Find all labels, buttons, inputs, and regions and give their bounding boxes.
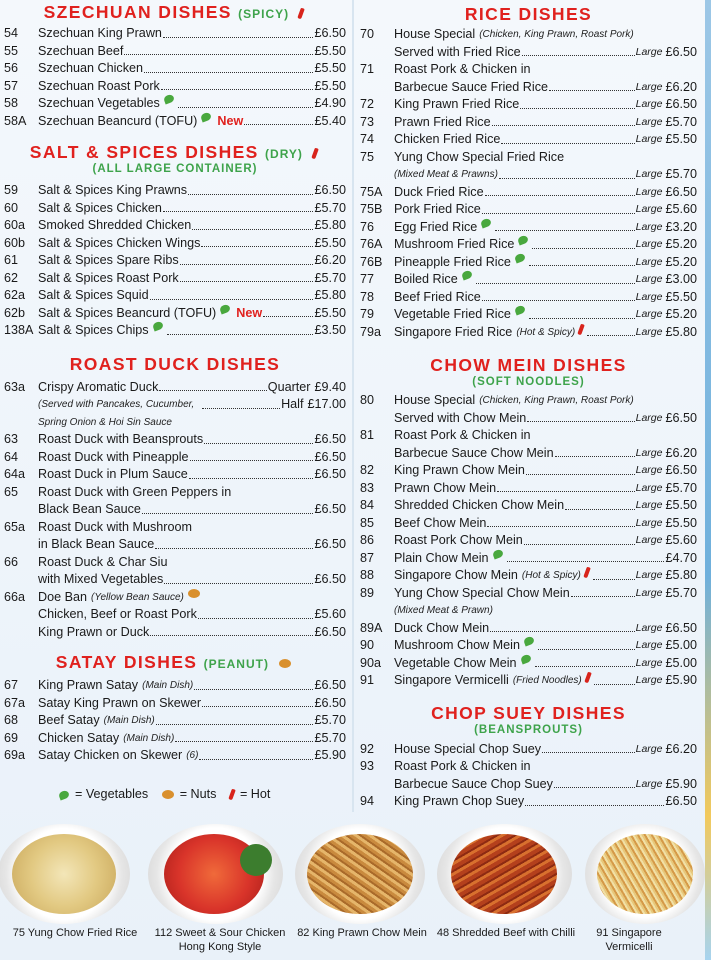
menu-item: 60 Salt & Spices Chicken £5.70 bbox=[4, 200, 346, 215]
menu-item: 76 Egg Fried Rice Large £3.20 bbox=[356, 219, 701, 237]
vegetable-icon bbox=[58, 789, 70, 800]
menu-item: 71 Roast Pork & Chicken in bbox=[360, 62, 531, 76]
menu-item: 89A Duck Chow Mein Large £6.50 bbox=[360, 620, 697, 635]
menu-item: 79a Singapore Fried Rice (Hot & Spicy) Large £5.80 bbox=[360, 324, 697, 339]
nut-icon bbox=[279, 659, 291, 668]
chili-icon bbox=[311, 148, 319, 160]
menu-item-cont: Barbecue Sauce Chop Suey Large £5.90 bbox=[394, 776, 697, 791]
chop-suey-title: CHOP SUEY DISHES bbox=[431, 702, 626, 723]
chow-mein-title: CHOW MEIN DISHES bbox=[430, 355, 627, 375]
menu-item-note: (Mixed Meat & Prawn) bbox=[394, 605, 493, 616]
menu-item: 75A Duck Fried Rice Large £6.50 bbox=[360, 184, 697, 199]
legend-vegetables: = Vegetables bbox=[75, 787, 149, 801]
dish-photo-singapore-vermicelli bbox=[585, 824, 705, 924]
menu-item: 60b Salt & Spices Chicken Wings £5.50 bbox=[4, 235, 346, 250]
menu-item: 93 Roast Pork & Chicken in bbox=[360, 759, 531, 773]
menu-item: 72 King Prawn Fried Rice Large £6.50 bbox=[360, 97, 697, 111]
vegetable-icon bbox=[219, 303, 231, 314]
menu-item: 66a Doe Ban (Yellow Bean Sauce) bbox=[0, 589, 350, 607]
photo-caption: 91 Singapore Vermicelli bbox=[596, 927, 662, 953]
nut-icon bbox=[162, 790, 174, 799]
vegetable-icon bbox=[461, 270, 473, 281]
menu-item: 138A Salt & Spices Chips £3.50 bbox=[0, 322, 350, 340]
dish-photo-chow-mein bbox=[295, 824, 425, 924]
menu-item-cont: (Mixed Meat & Prawns) Large £5.70 bbox=[394, 167, 697, 181]
menu-item: 65a Roast Duck with Mushroom bbox=[4, 519, 192, 534]
menu-item: 94 King Prawn Chop Suey £6.50 bbox=[360, 794, 697, 808]
right-column bbox=[356, 0, 701, 811]
menu-item: 84 Shredded Chicken Chow Mein Large £5.50 bbox=[360, 498, 697, 512]
chili-icon bbox=[228, 789, 236, 801]
menu-item: 59 Salt & Spices King Prawns £6.50 bbox=[4, 183, 346, 197]
vegetable-icon bbox=[480, 217, 492, 228]
menu-item: 63a Crispy Aromatic Duck Quarter £9.40 bbox=[4, 379, 346, 394]
new-badge: New bbox=[236, 305, 263, 320]
photo-caption: 75 Yung Chow Fried Rice bbox=[12, 927, 138, 939]
menu-item-cont: Chicken, Beef or Roast Pork £5.60 bbox=[38, 607, 346, 621]
menu-item-note: Spring Onion & Hoi Sin Sauce bbox=[38, 416, 172, 428]
menu-item: 88 Singapore Chow Mein (Hot & Spicy) Large £5.80 bbox=[360, 568, 697, 582]
legend-hot: = Hot bbox=[239, 787, 271, 801]
vegetable-icon bbox=[200, 111, 212, 122]
menu-item: 57 Szechuan Roast Pork £5.50 bbox=[4, 78, 346, 93]
menu-item-cont: with Mixed Vegetables £6.50 bbox=[38, 572, 346, 586]
menu-item: 89 Yung Chow Special Chow Mein Large £5.70 bbox=[360, 585, 697, 600]
menu-item: 62b Salt & Spices Beancurd (TOFU) New £5.50 bbox=[0, 305, 350, 323]
menu-item: 90a Vegetable Chow Mein Large £5.00 bbox=[356, 655, 701, 673]
salt-spices-subtitle: (ALL LARGE CONTAINER) bbox=[92, 163, 258, 175]
chili-icon bbox=[298, 8, 306, 20]
menu-item: 74 Chicken Fried Rice Large £5.50 bbox=[360, 132, 697, 146]
satay-list bbox=[0, 677, 350, 765]
menu-item: 90 Mushroom Chow Mein Large £5.00 bbox=[356, 637, 701, 655]
menu-item: 82 King Prawn Chow Mein Large £6.50 bbox=[360, 463, 697, 477]
menu-item: 79 Vegetable Fried Rice Large £5.20 bbox=[356, 306, 701, 324]
menu-item: 69a Satay Chicken on Skewer (6) £5.90 bbox=[4, 748, 346, 762]
menu-item: 92 House Special Chop Suey Large £6.20 bbox=[360, 741, 697, 756]
column-divider bbox=[352, 0, 354, 812]
satay-tag: (PEANUT) bbox=[203, 657, 269, 671]
menu-item: 75B Pork Fried Rice Large £5.60 bbox=[360, 202, 697, 216]
photo-caption: 112 Sweet & Sour Chicken Hong Kong Style bbox=[154, 927, 286, 953]
rice-list bbox=[356, 26, 701, 341]
menu-item: 87 Plain Chow Mein £4.70 bbox=[356, 550, 701, 568]
menu-item: 67 King Prawn Satay (Main Dish) £6.50 bbox=[4, 678, 346, 692]
menu-item: 70 House Special (Chicken, King Prawn, Roast Pork) bbox=[360, 27, 634, 41]
chili-icon bbox=[577, 323, 585, 335]
menu-item: 69 Chicken Satay (Main Dish) £5.70 bbox=[4, 730, 346, 745]
chow-mein-list bbox=[356, 392, 701, 690]
menu-item-cont: in Black Bean Sauce £6.50 bbox=[38, 537, 346, 551]
roast-duck-title: ROAST DUCK DISHES bbox=[69, 353, 281, 374]
decorative-edge bbox=[705, 0, 711, 960]
menu-item: 54 Szechuan King Prawn £6.50 bbox=[4, 26, 346, 40]
szechuan-list bbox=[0, 25, 350, 130]
chili-icon bbox=[583, 567, 591, 579]
szechuan-tag: (SPICY) bbox=[238, 7, 290, 21]
menu-item: 78 Beef Fried Rice Large £5.50 bbox=[360, 289, 697, 304]
menu-item: 55 Szechuan Beef £5.50 bbox=[4, 43, 346, 58]
menu-item: 64a Roast Duck in Plum Sauce £6.50 bbox=[4, 467, 346, 481]
menu-item-note: (Served with Pancakes, Cucumber, Half £17.00 bbox=[38, 397, 346, 411]
salt-spices-title: SALT & SPICES DISHES (DRY) bbox=[0, 142, 350, 162]
chili-icon bbox=[584, 672, 592, 684]
vegetable-icon bbox=[514, 252, 526, 263]
rice-title: RICE DISHES bbox=[464, 4, 593, 24]
photo-caption: 82 King Prawn Chow Mein bbox=[297, 927, 427, 939]
menu-item-cont: King Prawn or Duck £6.50 bbox=[38, 624, 346, 639]
roast-duck-list bbox=[0, 379, 350, 642]
menu-item: 86 Roast Pork Chow Mein Large £5.60 bbox=[360, 533, 697, 547]
menu-item-cont: Black Bean Sauce £6.50 bbox=[38, 502, 346, 516]
menu-item: 58A Szechuan Beancurd (TOFU) New £5.40 bbox=[0, 113, 350, 131]
chop-suey-subtitle: (BEANSPROUTS) bbox=[474, 723, 583, 736]
vegetable-icon bbox=[514, 305, 526, 316]
menu-item: 66 Roast Duck & Char Siu bbox=[4, 554, 168, 569]
vegetable-icon bbox=[491, 548, 503, 559]
menu-item: 68 Beef Satay (Main Dish) £5.70 bbox=[4, 713, 346, 727]
left-column bbox=[0, 0, 350, 765]
photo-caption: 48 Shredded Beef with Chilli bbox=[436, 927, 576, 939]
menu-item: 62 Salt & Spices Roast Pork £5.70 bbox=[4, 270, 346, 285]
chop-suey-list bbox=[356, 741, 701, 811]
vegetable-icon bbox=[152, 321, 164, 332]
new-badge: New bbox=[217, 113, 244, 128]
menu-item: 75 Yung Chow Special Fried Rice bbox=[360, 149, 565, 164]
menu-item: 85 Beef Chow Mein Large £5.50 bbox=[360, 515, 697, 530]
legend-nuts: = Nuts bbox=[179, 787, 217, 801]
vegetable-icon bbox=[523, 636, 535, 647]
vegetable-icon bbox=[517, 235, 529, 246]
menu-item: 80 House Special (Chicken, King Prawn, Roast Pork) bbox=[360, 393, 634, 407]
menu-item: 83 Prawn Chow Mein Large £5.70 bbox=[360, 480, 697, 495]
menu-item-cont: Served with Fried Rice Large £6.50 bbox=[394, 44, 697, 59]
nut-icon bbox=[188, 589, 200, 598]
chow-mein-subtitle: (SOFT NOODLES) bbox=[472, 376, 585, 388]
menu-item: 91 Singapore Vermicelli (Fried Noodles) Large £5.90 bbox=[360, 673, 697, 687]
vegetable-icon bbox=[519, 653, 531, 664]
menu-item: 61 Salt & Spices Spare Ribs £6.20 bbox=[4, 253, 346, 267]
menu-item-cont: Served with Chow Mein Large £6.50 bbox=[394, 410, 697, 425]
menu-item: 77 Boiled Rice Large £3.00 bbox=[356, 271, 701, 289]
menu-item: 60a Smoked Shredded Chicken £5.80 bbox=[4, 218, 346, 232]
legend bbox=[55, 787, 276, 801]
menu-item: 56 Szechuan Chicken £5.50 bbox=[4, 61, 346, 75]
szechuan-title: SZECHUAN DISHES (SPICY) bbox=[0, 2, 350, 22]
menu-item: 65 Roast Duck with Green Peppers in bbox=[4, 484, 232, 499]
menu-item: 63 Roast Duck with Beansprouts £6.50 bbox=[4, 432, 346, 446]
menu-item: 67a Satay King Prawn on Skewer £6.50 bbox=[4, 695, 346, 710]
menu-item: 76B Pineapple Fried Rice Large £5.20 bbox=[356, 254, 701, 272]
photo-strip bbox=[0, 818, 711, 960]
menu-item: 58 Szechuan Vegetables £4.90 bbox=[0, 95, 350, 113]
dish-photo-shredded-beef bbox=[437, 824, 572, 924]
satay-title: SATAY DISHES (PEANUT) bbox=[0, 652, 350, 672]
salt-spices-list bbox=[0, 182, 350, 340]
menu-item: 64 Roast Duck with Pineapple £6.50 bbox=[4, 449, 346, 464]
vegetable-icon bbox=[163, 94, 175, 105]
dish-photo-fried-rice bbox=[0, 824, 130, 924]
dish-photo-sweet-sour-chicken bbox=[148, 824, 283, 924]
menu-item: 73 Prawn Fried Rice Large £5.70 bbox=[360, 114, 697, 129]
menu-item-cont: Barbecue Sauce Chow Mein Large £6.20 bbox=[394, 445, 697, 460]
salt-spices-tag: (DRY) bbox=[265, 147, 303, 161]
menu-item: 62a Salt & Spices Squid £5.80 bbox=[4, 288, 346, 302]
menu-item: 81 Roast Pork & Chicken in bbox=[360, 428, 531, 442]
menu-item-cont: Barbecue Sauce Fried Rice Large £6.20 bbox=[394, 79, 697, 94]
menu-item: 76A Mushroom Fried Rice Large £5.20 bbox=[356, 236, 701, 254]
